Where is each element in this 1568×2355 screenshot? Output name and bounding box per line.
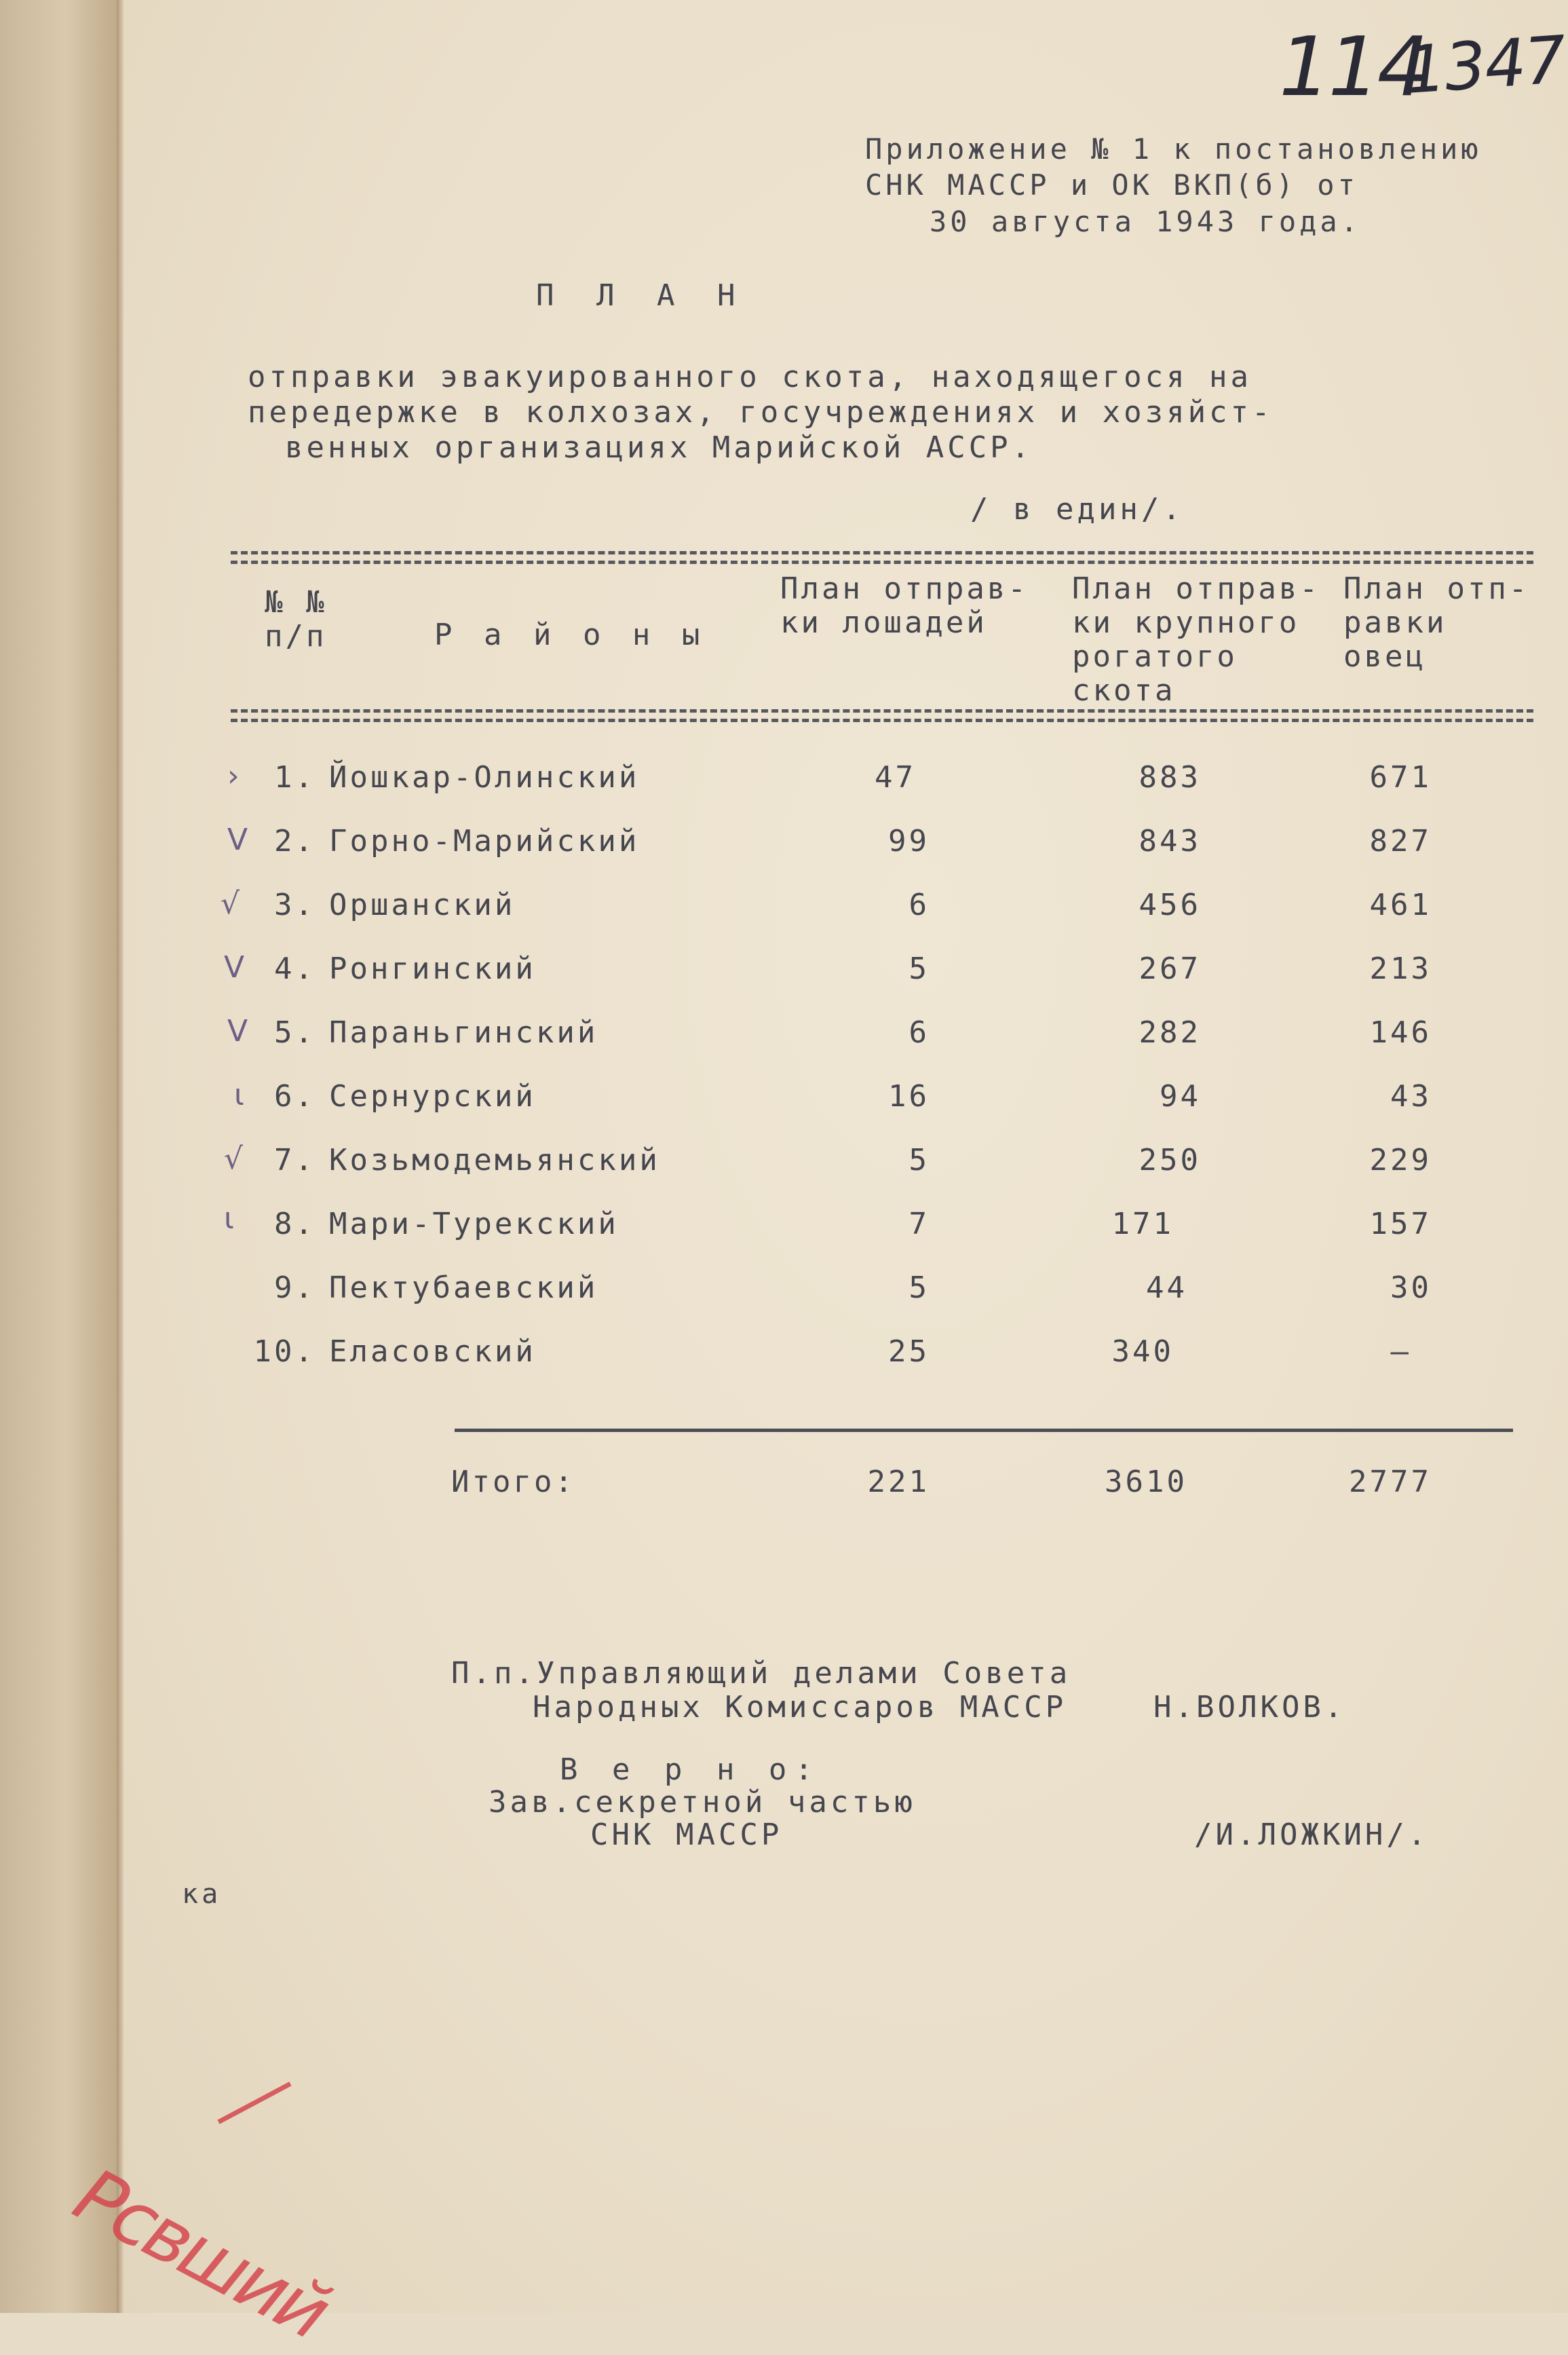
row-sheep: 461 bbox=[1369, 888, 1432, 922]
row-district: Козьмодемьянский bbox=[329, 1143, 660, 1178]
total-rule bbox=[455, 1429, 1513, 1432]
total-horses: 221 bbox=[867, 1465, 930, 1499]
header-num-2: п/п bbox=[265, 619, 327, 654]
archive-number-first: 114 bbox=[1279, 20, 1427, 115]
row-cattle: 94 bbox=[1160, 1079, 1201, 1114]
row-sheep: 43 bbox=[1390, 1079, 1432, 1114]
check-mark: V bbox=[227, 823, 248, 857]
row-district: Оршанский bbox=[329, 888, 516, 922]
binding-strip bbox=[0, 0, 119, 2313]
row-sheep: 157 bbox=[1369, 1207, 1432, 1241]
table-top-rule bbox=[231, 551, 1533, 554]
header-horses-1: План отправ- bbox=[780, 571, 1029, 606]
check-mark: √ bbox=[221, 886, 240, 921]
header-sheep-2: равки bbox=[1343, 605, 1447, 640]
row-num: 8. bbox=[274, 1207, 315, 1241]
row-district: Мари-Турекский bbox=[329, 1207, 619, 1241]
row-sheep: 146 bbox=[1369, 1015, 1432, 1050]
row-num: 3. bbox=[274, 888, 315, 922]
units-label: / в един/. bbox=[970, 492, 1184, 527]
header-line-3: 30 августа 1943 года. bbox=[930, 205, 1362, 238]
row-horses: 99 bbox=[888, 824, 930, 859]
table-top-rule-2 bbox=[231, 561, 1533, 564]
row-sheep: 671 bbox=[1369, 760, 1432, 795]
row-horses: 16 bbox=[888, 1079, 930, 1114]
header-line-1: Приложение № 1 к постановлению bbox=[865, 132, 1482, 166]
row-horses: 5 bbox=[909, 1270, 930, 1305]
subtitle-line-3: венных организациях Марийской АССР. bbox=[285, 430, 1033, 465]
check-mark: ι bbox=[234, 1078, 244, 1112]
row-horses: 47 bbox=[875, 760, 916, 795]
red-pencil-signature: Рсвший bbox=[60, 2151, 341, 2355]
row-sheep: 229 bbox=[1369, 1143, 1432, 1178]
header-line-2: СНК МАССР и ОК ВКП(б) от bbox=[865, 168, 1358, 202]
typist-initials: ка bbox=[182, 1879, 222, 1910]
header-horses-2: ки лошадей bbox=[780, 605, 987, 640]
row-sheep: 827 bbox=[1369, 824, 1432, 859]
row-cattle: 282 bbox=[1139, 1015, 1201, 1050]
row-cattle: 267 bbox=[1139, 952, 1201, 986]
signature-line-1: П.п.Управляющий делами Совета bbox=[451, 1656, 1071, 1691]
row-cattle: 250 bbox=[1139, 1143, 1201, 1178]
row-cattle: 340 bbox=[1111, 1334, 1174, 1369]
row-horses: 6 bbox=[909, 888, 930, 922]
row-district: Йошкар-Олинский bbox=[329, 760, 640, 795]
row-district: Сернурский bbox=[329, 1079, 536, 1114]
row-district: Еласовский bbox=[329, 1334, 536, 1369]
row-cattle: 171 bbox=[1111, 1207, 1174, 1241]
check-mark: ι bbox=[224, 1201, 234, 1236]
row-horses: 5 bbox=[909, 1143, 930, 1178]
header-bottom-rule-2 bbox=[231, 719, 1533, 722]
total-sheep: 2777 bbox=[1349, 1465, 1432, 1499]
row-district: Пектубаевский bbox=[329, 1270, 598, 1305]
verification-line-1: В е р н о: bbox=[560, 1752, 821, 1787]
archive-number-second: 1347 bbox=[1402, 21, 1567, 109]
check-mark: › bbox=[227, 759, 240, 793]
row-num: 10. bbox=[253, 1334, 315, 1369]
row-num: 9. bbox=[274, 1270, 315, 1305]
total-label: Итого: bbox=[451, 1465, 575, 1499]
row-num: 2. bbox=[274, 824, 315, 859]
row-sheep: 30 bbox=[1390, 1270, 1432, 1305]
row-num: 4. bbox=[274, 952, 315, 986]
check-mark: V bbox=[227, 1014, 248, 1049]
row-sheep: — bbox=[1390, 1334, 1411, 1369]
document-title: П Л А Н bbox=[536, 278, 748, 313]
row-cattle: 883 bbox=[1139, 760, 1201, 795]
row-cattle: 843 bbox=[1139, 824, 1201, 859]
row-cattle: 44 bbox=[1146, 1270, 1187, 1305]
header-cattle-3: рогатого bbox=[1072, 639, 1238, 674]
verification-name: /И.ЛОЖКИН/. bbox=[1194, 1817, 1430, 1852]
row-horses: 5 bbox=[909, 952, 930, 986]
header-bottom-rule bbox=[231, 709, 1533, 713]
total-cattle: 3610 bbox=[1105, 1465, 1187, 1499]
row-district: Горно-Марийский bbox=[329, 824, 640, 859]
header-district: Р а й о н ы bbox=[434, 618, 707, 652]
check-mark: √ bbox=[224, 1142, 244, 1176]
header-sheep-3: овец bbox=[1343, 639, 1426, 674]
header-num-1: № № bbox=[265, 585, 327, 620]
row-district: Параньгинский bbox=[329, 1015, 598, 1050]
row-cattle: 456 bbox=[1139, 888, 1201, 922]
row-num: 5. bbox=[274, 1015, 315, 1050]
header-cattle-2: ки крупного bbox=[1072, 605, 1300, 640]
subtitle-line-2: передержке в колхозах, госучреждениях и хозяйст- bbox=[248, 395, 1274, 430]
verification-line-2: Зав.секретной частью bbox=[489, 1785, 916, 1820]
row-sheep: 213 bbox=[1369, 952, 1432, 986]
row-num: 7. bbox=[274, 1143, 315, 1178]
signature-name: Н.ВОЛКОВ. bbox=[1153, 1690, 1346, 1725]
row-horses: 25 bbox=[888, 1334, 930, 1369]
signature-line-2: Народных Комиссаров МАССР bbox=[533, 1690, 1067, 1725]
row-horses: 6 bbox=[909, 1015, 930, 1050]
row-num: 1. bbox=[274, 760, 315, 795]
header-sheep-1: План отп- bbox=[1343, 571, 1530, 606]
check-mark: V bbox=[224, 950, 245, 985]
row-district: Ронгинский bbox=[329, 952, 536, 986]
row-num: 6. bbox=[274, 1079, 315, 1114]
subtitle-line-1: отправки эвакуированного скота, находящегося на bbox=[248, 360, 1253, 394]
binding-edge bbox=[117, 0, 123, 2313]
row-horses: 7 bbox=[909, 1207, 930, 1241]
verification-line-3: СНК МАССР bbox=[590, 1817, 783, 1852]
header-cattle-1: План отправ- bbox=[1072, 571, 1320, 606]
header-cattle-4: скота bbox=[1072, 673, 1176, 708]
